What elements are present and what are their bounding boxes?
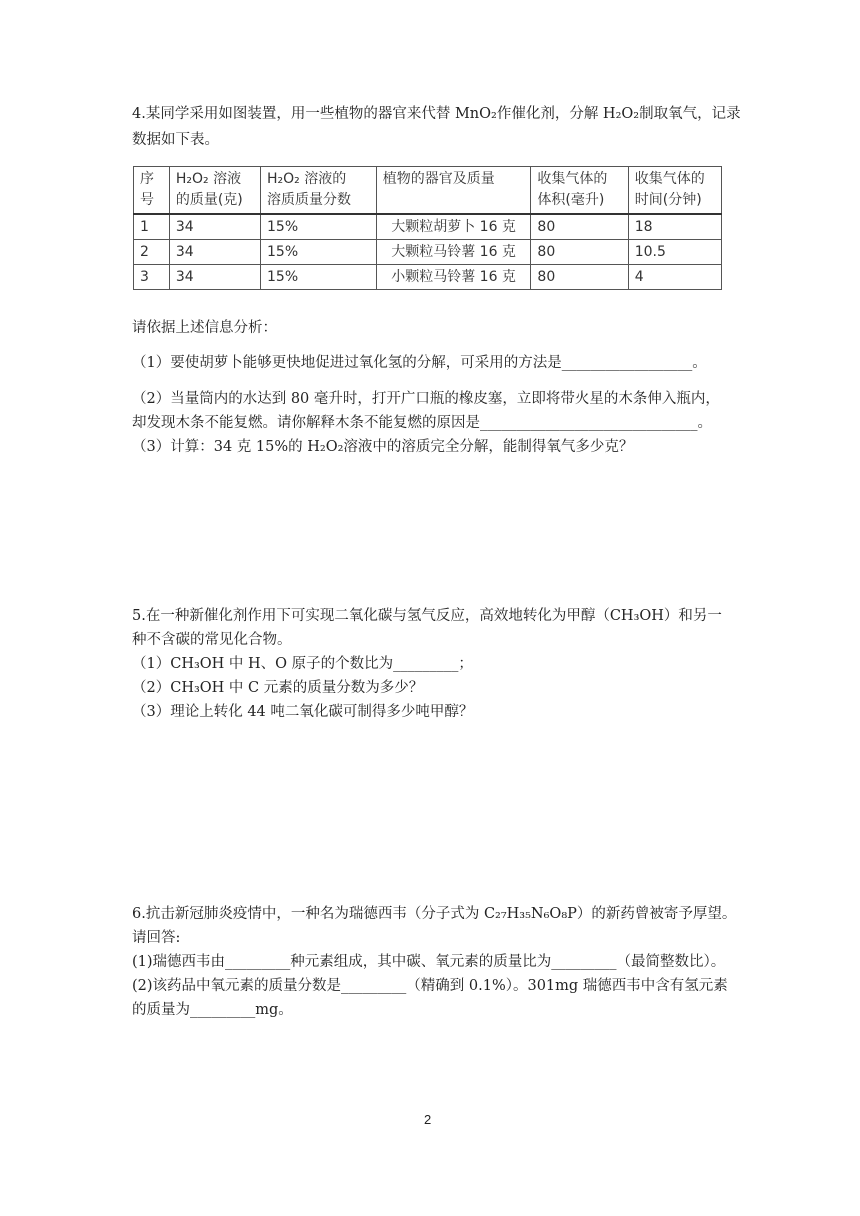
table-cell: 2 [134,240,170,265]
table-row [134,240,722,265]
table-cell: 80 [531,265,628,290]
question-5-part-3: （3）理论上转化 44 吨二氧化碳可制得多少吨甲醇？ [132,704,474,720]
question-4-stem-line1: 4.某同学采用如图装置，用一些植物的器官来代替 MnO₂作催化剂，分解 H₂O₂制取氧气，记录 [132,106,741,122]
table-cell: 4 [628,265,721,290]
header-cell: 植物的器官及质量 [376,167,531,215]
table-cell: 80 [531,214,628,240]
table-cell: 80 [531,240,628,265]
question-4-part-2-line2: 却发现木条不能复燃。请你解释木条不能复燃的原因是______________________________。 [132,415,712,431]
analysis-intro: 请依据上述信息分析： [132,320,277,336]
question-6-stem-line1: 6.抗击新冠肺炎疫情中，一种名为瑞德西韦（分子式为 C₂₇H₃₅N₆O₈P）的新药曾被寄予厚望。 [132,906,737,922]
question-4-part-3: （3）计算：34 克 15%的 H₂O₂溶液中的溶质完全分解，能制得氧气多少克？ [132,439,634,455]
table-cell: 34 [169,265,260,290]
question-5-part-1: （1）CH₃OH 中 H、O 原子的个数比为_________； [132,656,473,672]
header-cell: 收集气体的 时间(分钟) [628,167,721,215]
table-cell: 大颗粒胡萝卜 16 克 [376,214,531,240]
question-6-part-2-line2: 的质量为_________mg。 [132,1002,293,1018]
table-cell: 34 [169,240,260,265]
table-cell: 15% [261,214,377,240]
table-cell: 10.5 [628,240,721,265]
table-header-row [134,167,722,215]
header-cell: H₂O₂ 溶液的 溶质质量分数 [261,167,377,215]
table-cell: 15% [261,265,377,290]
question-4-stem-line2: 数据如下表。 [132,132,219,148]
question-4-part-2-line1: （2）当量筒内的水达到 80 毫升时，打开广口瓶的橡皮塞，立即将带火星的木条伸入瓶内， [132,391,720,407]
question-4-part-1: （1）要使胡萝卜能够更快地促进过氧化氢的分解，可采用的方法是__________________。 [132,355,707,371]
question-5-stem-line1: 5.在一种新催化剂作用下可实现二氧化碳与氢气反应，高效地转化为甲醇（CH₃OH）和另一 [132,608,722,624]
table-cell: 大颗粒马铃薯 16 克 [376,240,531,265]
question-5-stem-line2: 种不含碳的常见化合物。 [132,632,292,648]
question-6-part-1: (1)瑞德西韦由_________种元素组成，其中碳、氧元素的质量比为_________（最简整数比）。 [132,954,726,970]
table-cell: 小颗粒马铃薯 16 克 [376,265,531,290]
table-cell: 34 [169,214,260,240]
header-cell: 序 号 [134,167,170,215]
header-cell: 收集气体的 体积(毫升) [531,167,628,215]
question-6-stem-line2: 请回答: [132,930,181,946]
page-number: 2 [424,1112,432,1127]
table-row [134,214,722,240]
question-5-part-2: （2）CH₃OH 中 C 元素的质量分数为多少？ [132,680,424,696]
table-row [134,265,722,290]
table-cell: 18 [628,214,721,240]
header-cell: H₂O₂ 溶液 的质量(克) [169,167,260,215]
question-6-part-2-line1: (2)该药品中氧元素的质量分数是_________（精确到 0.1%）。301mg 瑞德西韦中含有氢元素 [132,978,728,994]
table-cell: 1 [134,214,170,240]
experiment-data-table [133,166,722,290]
table-cell: 3 [134,265,170,290]
table-cell: 15% [261,240,377,265]
